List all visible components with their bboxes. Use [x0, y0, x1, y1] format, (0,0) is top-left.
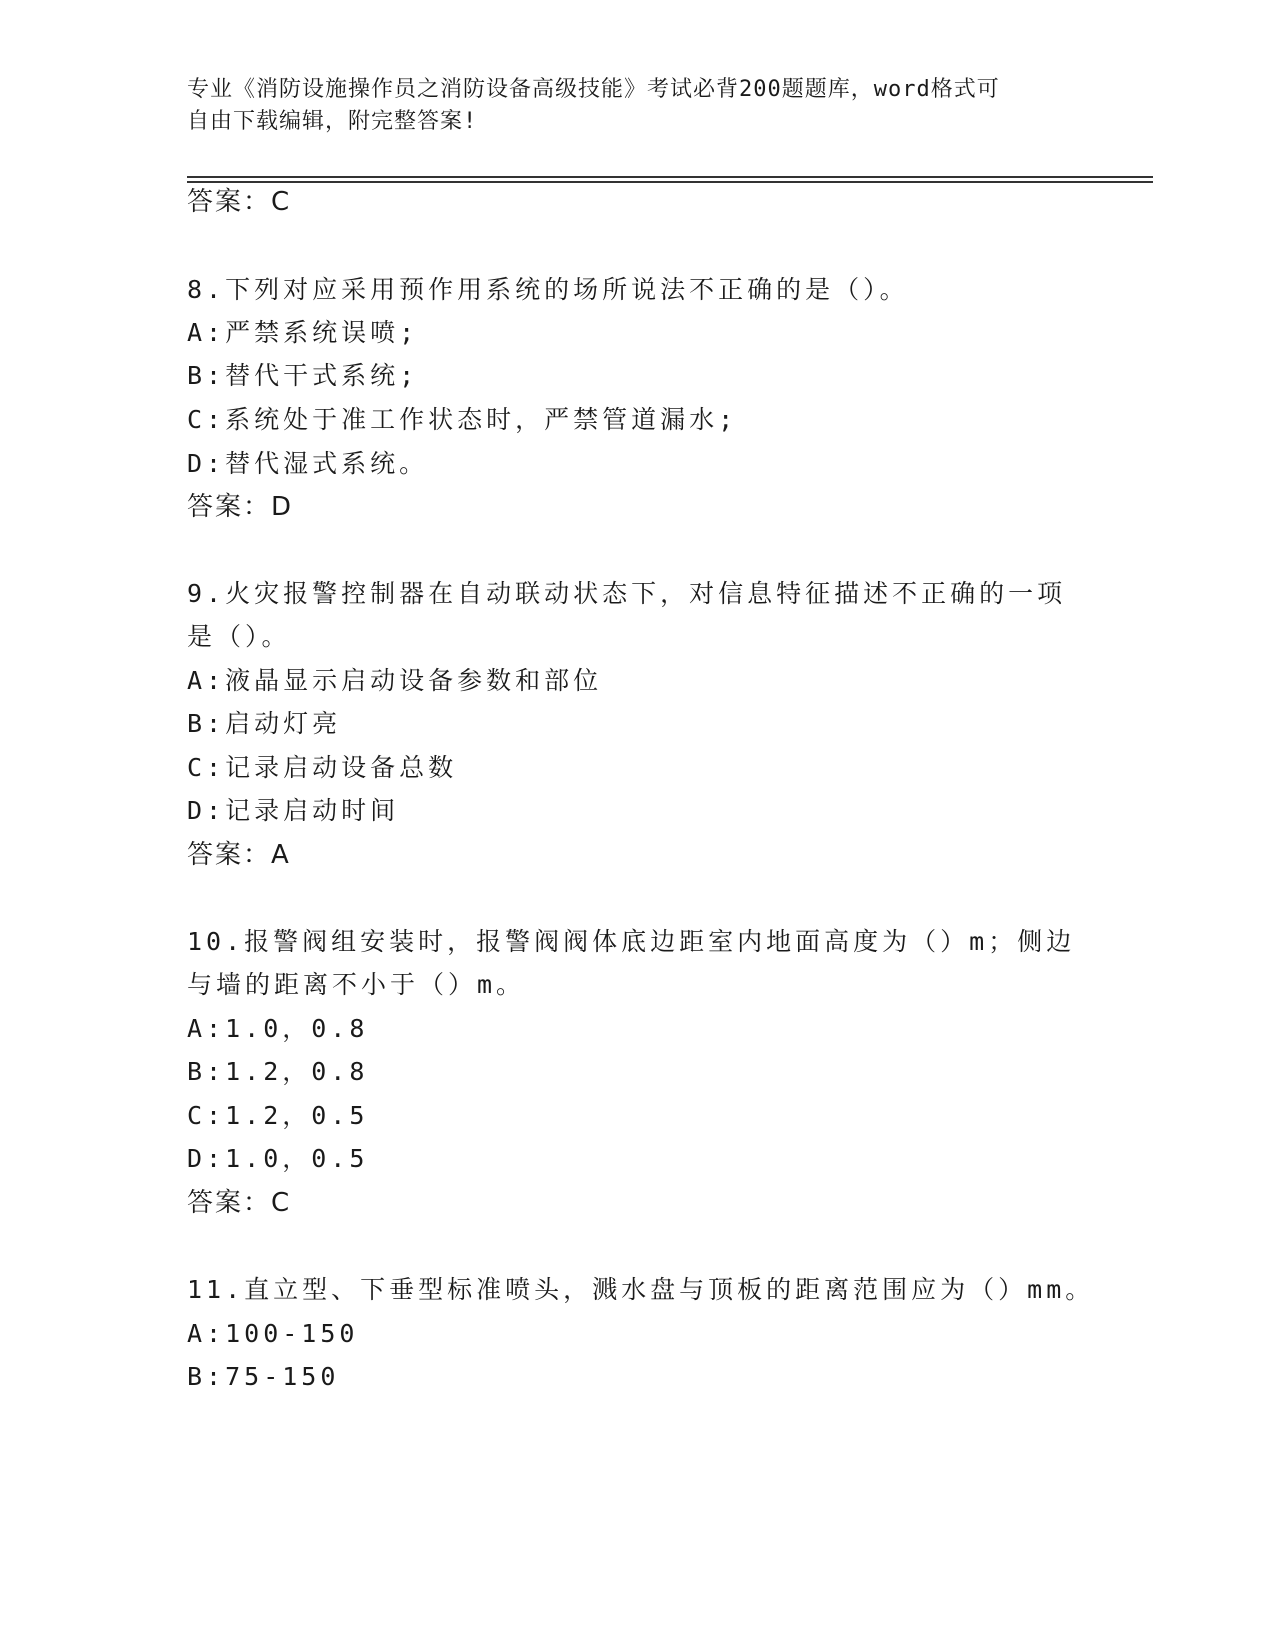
question-11-option-a: A:100-150	[187, 1319, 359, 1348]
question-8-option-a: A:严禁系统误喷;	[187, 318, 419, 347]
question-9-option-a: A:液晶显示启动设备参数和部位	[187, 666, 603, 695]
question-9-stem-line-1: 9.火灾报警控制器在自动联动状态下，对信息特征描述不正确的一项	[187, 579, 1067, 608]
answer-q9: 答案：A	[187, 840, 291, 870]
question-8-option-d: D:替代湿式系统。	[187, 449, 429, 478]
question-10-option-b: B:1.2，0.8	[187, 1057, 369, 1086]
document-header	[187, 74, 1067, 138]
question-10-option-a: A:1.0，0.8	[187, 1014, 369, 1043]
answer-q10: 答案：C	[187, 1188, 292, 1218]
question-8-stem: 8.下列对应采用预作用系统的场所说法不正确的是（）。	[187, 275, 909, 304]
question-10-option-c: C:1.2，0.5	[187, 1101, 369, 1130]
question-11-stem: 11.直立型、下垂型标准喷头，溅水盘与顶板的距离范围应为（）mm。	[187, 1275, 1095, 1304]
question-10-option-d: D:1.0，0.5	[187, 1144, 369, 1173]
question-10-stem-line-2: 与墙的距离不小于（）m。	[187, 970, 526, 999]
header-divider-top	[187, 176, 1153, 178]
question-9-option-b: B:启动灯亮	[187, 709, 342, 738]
question-8-option-b: B:替代干式系统;	[187, 361, 419, 390]
question-10-stem-line-1: 10.报警阀组安装时，报警阀阀体底边距室内地面高度为（）m；侧边	[187, 927, 1076, 956]
question-8-option-c: C:系统处于准工作状态时，严禁管道漏水;	[187, 405, 738, 434]
question-11-option-b: B:75-150	[187, 1362, 340, 1391]
header-line-1: 专业《消防设施操作员之消防设备高级技能》考试必背200题题库，word格式可	[187, 77, 1000, 102]
question-9-stem-line-2: 是（）。	[187, 622, 291, 651]
question-9-option-d: D:记录启动时间	[187, 796, 400, 825]
header-line-2: 自由下载编辑，附完整答案!	[187, 109, 478, 134]
answer-q7: 答案：C	[187, 187, 292, 217]
answer-q8: 答案：D	[187, 492, 294, 522]
header-divider-bottom	[187, 181, 1153, 183]
question-9-option-c: C:记录启动设备总数	[187, 753, 458, 782]
